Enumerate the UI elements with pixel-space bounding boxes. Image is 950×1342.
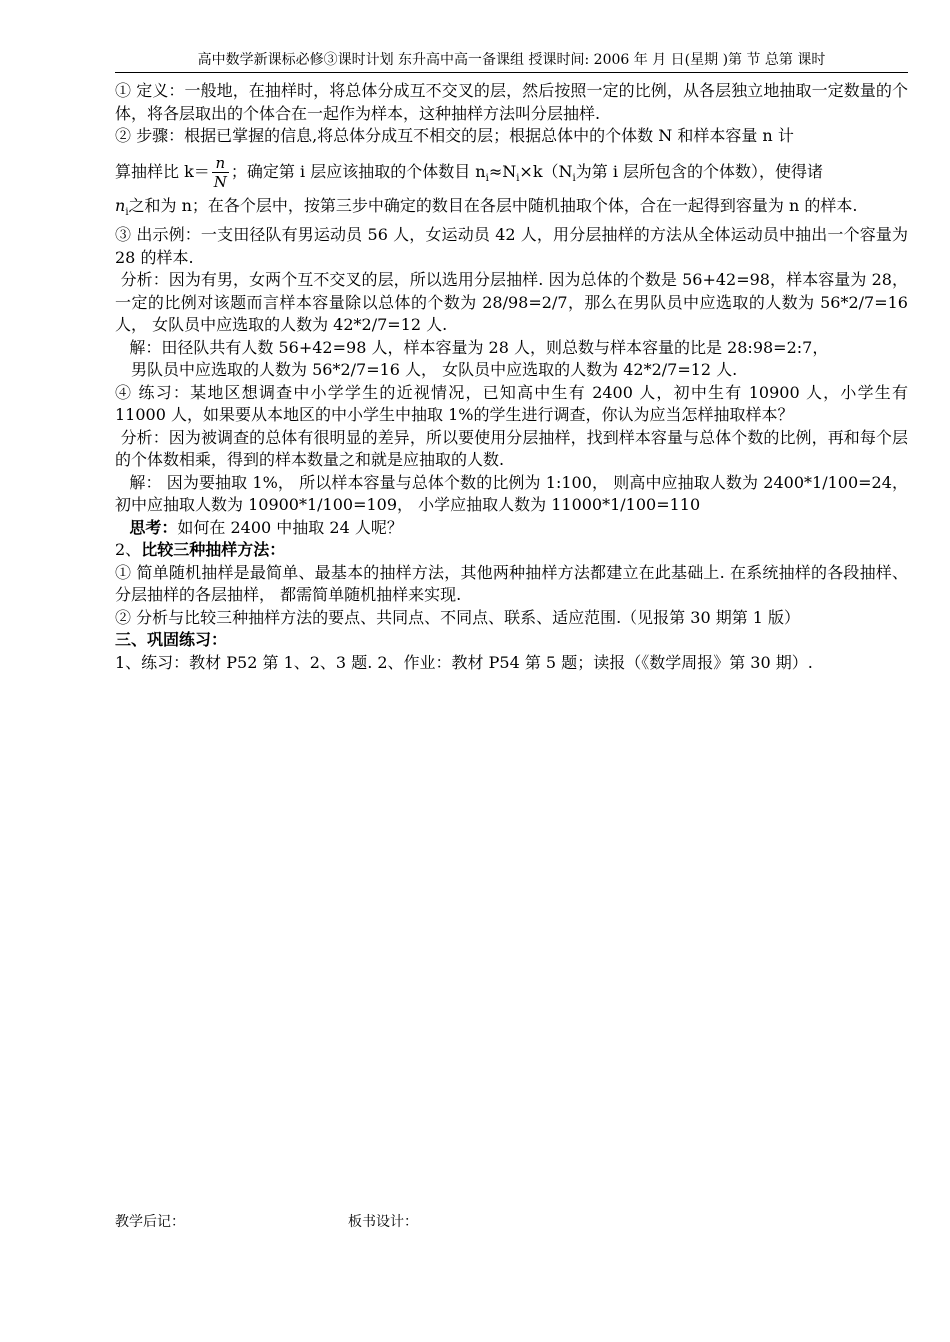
practice-paragraph: ④ 练习：某地区想调查中小学学生的近视情况，已知高中生有 2400 人，初中生有 10900 人，小学生有 11000 人，如果要从本地区的中小学生中抽取 1%的学生进行调查，你认为应当怎样抽取样本？: [115, 382, 908, 425]
section2-heading: [115, 539, 908, 562]
page-header: 高中数学新课标必修③课时计划 东升高中高一备课组 授课时间: 2006 年 月 日(星期 )第 节 总第 课时: [115, 50, 908, 73]
homework-line: 1、练习：教材 P52 第 1、2、3 题. 2、作业：教材 P54 第 5 题；读报（《数学周报》第 30 期）.: [115, 652, 813, 672]
board-design-label: 板书设计：: [348, 1214, 418, 1230]
steps-calc-tail1: ×k（N: [519, 161, 573, 181]
subscript-i: i: [125, 206, 129, 218]
steps-calc-tail2: 为第 i 层所包含的个体数），使得诸: [575, 161, 824, 181]
example-analysis: 分析：因为有男，女两个互不交叉的层，所以选用分层抽样. 因为总体的个数是 56+42=98，样本容量为 28，一定的比例对该题而言样本容量除以总体的个数为 28/98=2/7，那么在男队员中应选取的人数为 56*2/7=16 人， 女队员中应选取的人数为 42*2/7=12 人.: [115, 270, 908, 335]
fraction-numerator: n: [212, 154, 229, 173]
sampling-ratio-fraction: [212, 154, 229, 191]
fraction-denominator: N: [213, 172, 227, 191]
steps-formula-line: [115, 154, 908, 191]
think-question: [115, 517, 908, 540]
steps-calc-mid: ；确定第 i 层应该抽取的个体数目 n: [230, 161, 486, 181]
think-label: 思考：: [129, 517, 178, 537]
section3-heading: 三、巩固练习：: [115, 630, 228, 650]
subscript-i: i: [572, 172, 576, 184]
steps-paragraph: ② 步骤：根据已掌握的信息,将总体分成互不相交的层；根据总体中的个体数 N 和样本容量 n 计: [115, 126, 794, 145]
think-text: 如何在 2400 中抽取 24 人呢？: [177, 517, 403, 537]
steps-conclusion-text: 之和为 n；在各个层中，按第三步中确定的数目在各层中随机抽取个体，合在一起得到容量为 n 的样本.: [128, 195, 858, 215]
section2-title: 比较三种抽样方法：: [141, 540, 286, 560]
n-variable: n: [115, 195, 126, 215]
practice-solution: 解： 因为要抽取 1%， 所以样本容量与总体个数的比例为 1:100， 则高中应抽取人数为 2400*1/100=24， 初中应抽取人数为 10900*1/100=109， 小学应抽取人数为 11000*1/100=110: [115, 472, 908, 515]
compare-point-1: ① 简单随机抽样是最简单、最基本的抽样方法，其他两种抽样方法都建立在此基础上. 在系统抽样的各段抽样、分层抽样的各层抽样， 都需简单随机抽样来实现.: [115, 562, 908, 605]
subscript-i: i: [516, 172, 520, 184]
teaching-postscript-label: 教学后记：: [115, 1214, 185, 1230]
definition-paragraph: ① 定义：一般地，在抽样时，将总体分成互不交叉的层，然后按照一定的比例，从各层独立地抽取一定数量的个体，将各层取出的个体合在一起作为样本，这种抽样方法叫分层抽样.: [115, 81, 908, 123]
document-body: [115, 80, 908, 674]
example-solution-line2: 男队员中应选取的人数为 56*2/7=16 人， 女队员中应选取的人数为 42*2/7=12 人.: [131, 360, 738, 380]
compare-point-2: ② 分析与比较三种抽样方法的要点、共同点、不同点、联系、适应范围.（见报第 30 期第 1 版）: [115, 607, 801, 627]
subscript-i: i: [485, 172, 489, 184]
example-paragraph: ③ 出示例：一支田径队有男运动员 56 人，女运动员 42 人，用分层抽样的方法从全体运动员中抽出一个容量为 28 的样本.: [115, 225, 908, 267]
steps-conclusion: [115, 195, 908, 225]
example-solution-line1: 解：田径队共有人数 56+42=98 人，样本容量为 28 人，则总数与样本容量的比是 28:98=2:7，: [129, 337, 829, 357]
section2-number: 2、: [115, 540, 142, 560]
steps-calc-prefix: 算抽样比 k＝: [115, 161, 210, 181]
practice-analysis: 分析：因为被调查的总体有很明显的差异，所以要使用分层抽样，找到样本容量与总体个数的比例，再和每个层的个体数相乘，得到的样本数量之和就是应抽取的人数.: [115, 427, 908, 470]
approx-sign: ≈N: [488, 161, 517, 181]
